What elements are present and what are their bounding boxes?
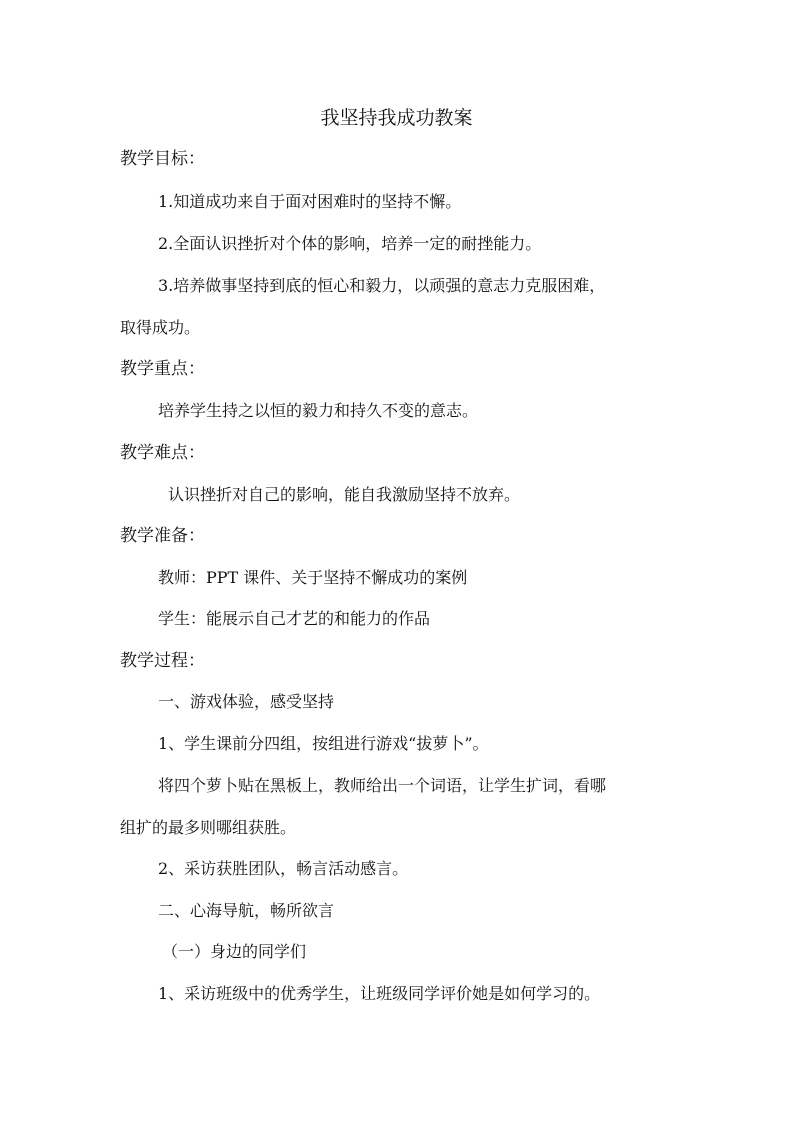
section-1: 一、游戏体验，感受坚持 xyxy=(158,692,335,711)
difficulty-text: 认识挫折对自己的影响，能自我激励坚持不放弃。 xyxy=(168,485,521,504)
step-1-detail-line1: 将四个萝卜贴在黑板上，教师给出一个词语，让学生扩词，看哪 xyxy=(158,776,607,795)
goal-3-line1: 3.培养做事坚持到底的恒心和毅力，以顽强的意志力克服困难， xyxy=(158,276,606,295)
sub-step-1: 1、采访班级中的优秀学生，让班级同学评价她是如何学习的。 xyxy=(158,984,601,1003)
document-title: 我坚持我成功教案 xyxy=(320,107,473,129)
section-2: 二、心海导航，畅所欲言 xyxy=(158,901,335,920)
key-text: 培养学生持之以恒的毅力和持久不变的意志。 xyxy=(158,401,479,420)
step-2: 2、采访获胜团队，畅言活动感言。 xyxy=(158,859,409,878)
prep-student: 学生：能展示自己才艺的和能力的作品 xyxy=(158,609,431,628)
prep-teacher: 教师：PPT 课件、关于坚持不懈成功的案例 xyxy=(158,568,468,587)
goal-3-line2: 取得成功。 xyxy=(120,318,201,337)
prep-heading: 教学准备： xyxy=(120,526,205,546)
goals-heading: 教学目标： xyxy=(120,149,205,169)
process-heading: 教学过程： xyxy=(120,651,205,671)
step-1-detail-line2: 组扩的最多则哪组获胜。 xyxy=(120,818,297,837)
goal-1: 1.知道成功来自于面对困难时的坚持不懈。 xyxy=(158,192,462,211)
goal-2: 2.全面认识挫折对个体的影响，培养一定的耐挫能力。 xyxy=(158,234,542,253)
step-1: 1、学生课前分四组，按组进行游戏“拔萝卜”。 xyxy=(158,734,489,753)
key-heading: 教学重点： xyxy=(120,359,205,379)
difficulty-heading: 教学难点： xyxy=(120,443,205,463)
subsection-1: （一）身边的同学们 xyxy=(162,942,307,961)
